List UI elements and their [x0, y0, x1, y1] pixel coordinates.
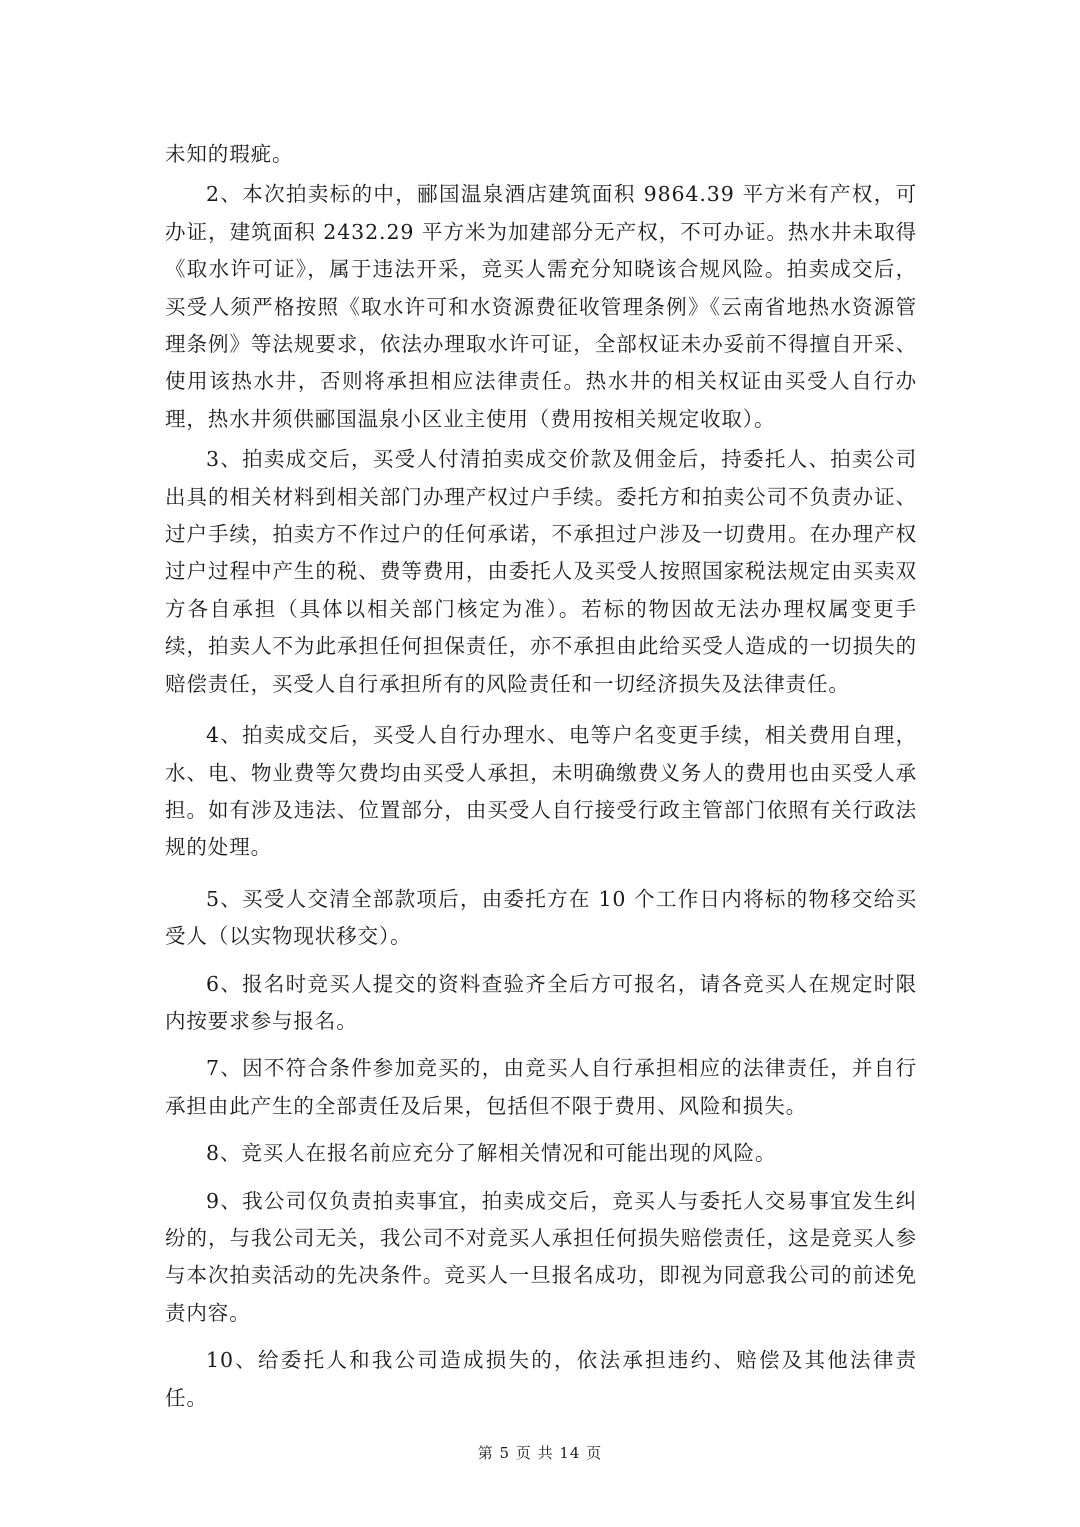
paragraph-item-7: 7、因不符合条件参加竞买的，由竞买人自行承担相应的法律责任，并自行承担由此产生的全部责任及后果，包括但不限于费用、风险和损失。: [165, 1056, 917, 1118]
paragraph-item-5: 5、买受人交清全部款项后，由委托方在 10 个工作日内将标的物移交给买受人（以实物现状移交）。: [165, 886, 917, 949]
paragraph-item-6: 6、报名时竞买人提交的资料查验齐全后方可报名，请各竞买人在规定时限内按要求参与报名。: [165, 971, 917, 1033]
page-number-footer: 第 5 页 共 14 页: [477, 1444, 603, 1462]
paragraph-item-9: 9、我公司仅负责拍卖事宜，拍卖成交后，竞买人与委托人交易事宜发生纠纷的，与我公司无关，我公司不对竞买人承担任何损失赔偿责任，这是竞买人参与本次拍卖活动的先决条件。竞买人一旦报名成功，即视为同意我公司的前述免责内容。: [165, 1188, 917, 1325]
paragraph-item-8: 8、竞买人在报名前应充分了解相关情况和可能出现的风险。: [206, 1141, 777, 1166]
paragraph-continuation: 未知的瑕疵。: [165, 142, 294, 166]
document-body: [165, 136, 917, 1417]
paragraph-item-3: 3、拍卖成交后，买受人付清拍卖成交价款及佣金后，持委托人、拍卖公司出具的相关材料到相关部门办理产权过户手续。委托方和拍卖公司不负责办证、过户手续，拍卖方不作过户的任何承诺，不承担过户涉及一切费用。在办理产权过户过程中产生的税、费等费用，由委托人及买受人按照国家税法规定由买卖双方各自承担（具体以相关部门核定为准）。若标的物因故无法办理权属变更手续，拍卖人不为此承担任何担保责任，亦不承担由此给买受人造成的一切损失的赔偿责任，买受人自行承担所有的风险责任和一切经济损失及法律责任。: [165, 447, 917, 696]
paragraph-item-4: 4、拍卖成交后，买受人自行办理水、电等户名变更手续，相关费用自理，水、电、物业费等欠费均由买受人承担，未明确缴费义务人的费用也由买受人承担。如有涉及违法、位置部分，由买受人自行接受行政主管部门依照有关行政法规的处理。: [165, 723, 917, 860]
paragraph-item-10: 10、给委托人和我公司造成损失的，依法承担违约、赔偿及其他法律责任。: [165, 1348, 917, 1410]
paragraph-item-2: 2、本次拍卖标的中，郦国温泉酒店建筑面积 9864.39 平方米有产权，可办证，建筑面积 2432.29 平方米为加建部分无产权，不可办证。热水井未取得《取水许可证》，属于违法开采，竞买人需充分知晓该合规风险。拍卖成交后，买受人须严格按照《取水许可和水资源费征收管理条例》《云南省地热水资源管理条例》等法规要求，依法办理取水许可证，全部权证未办妥前不得擅自开采、使用该热水井，否则将承担相应法律责任。热水井的相关权证由买受人自行办理，热水井须供郦国温泉小区业主使用（费用按相关规定收取）。: [165, 182, 917, 431]
